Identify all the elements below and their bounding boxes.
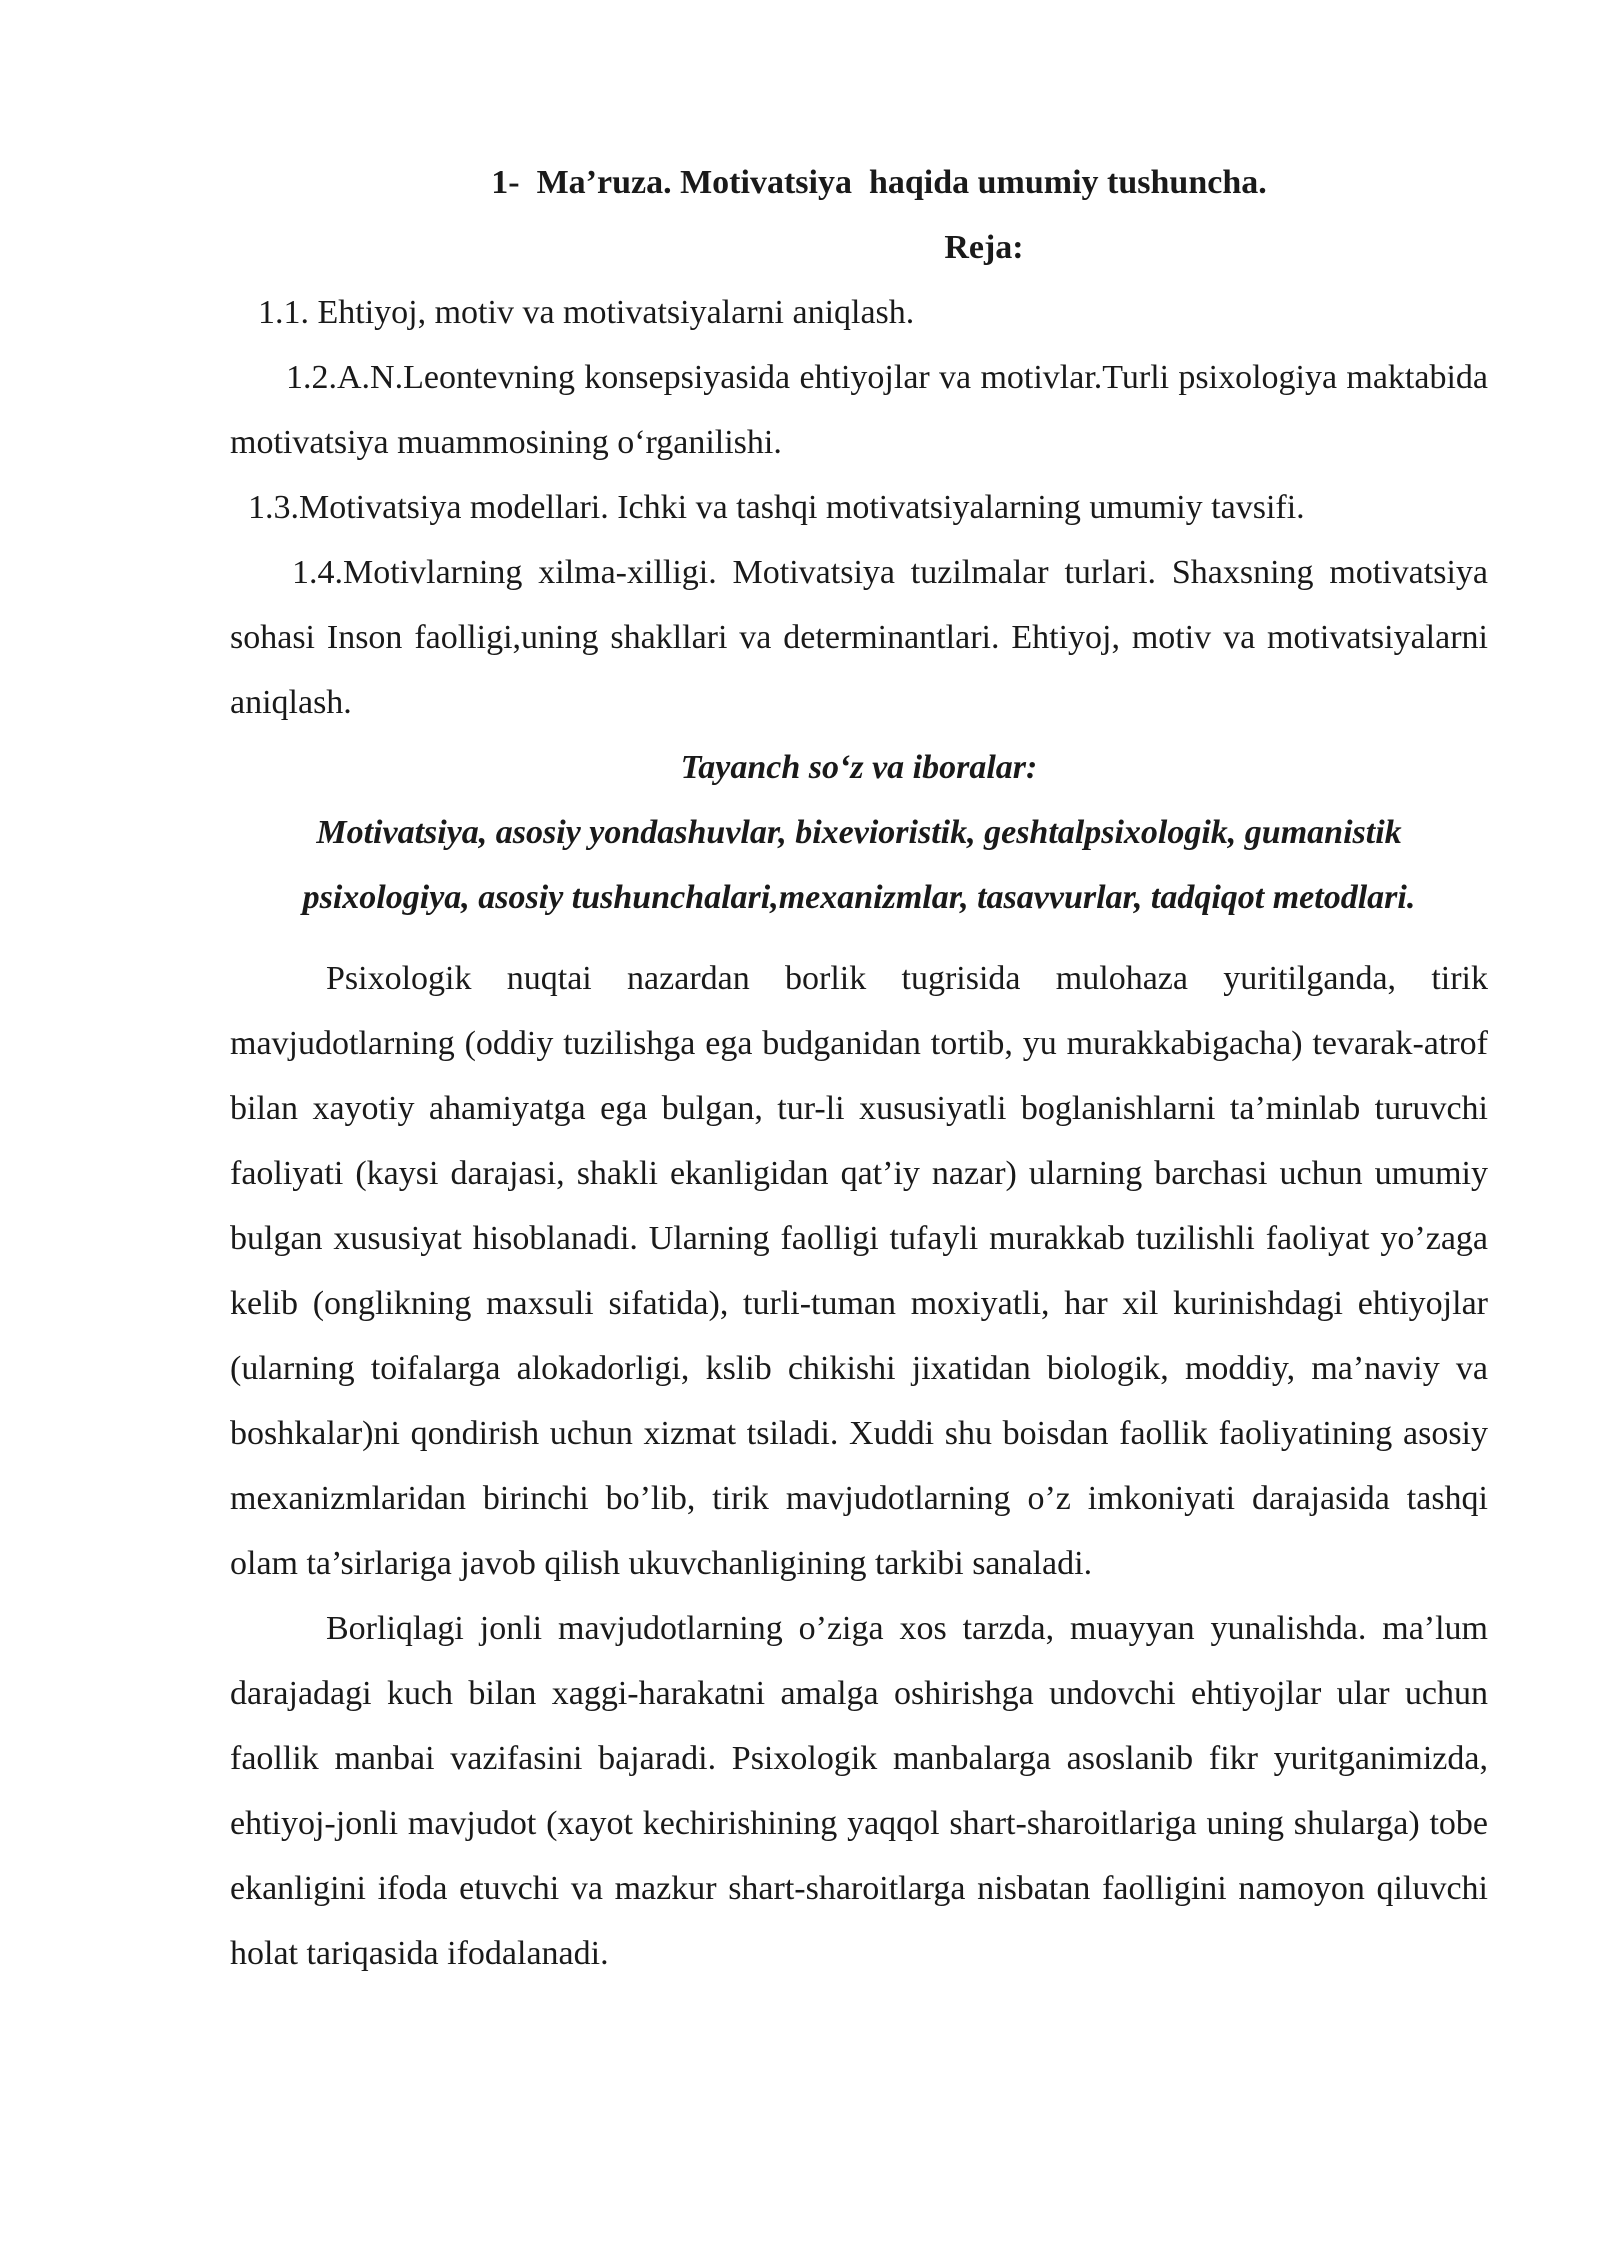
- body-paragraph-2: Borliqlagi jonli mavjudotlarning o’ziga xos tarzda, muayyan yunalishda. ma’lum darajadagi kuch bilan xaggi-harakatni amalga oshirishga undovchi ehtiyojlar ular uchun faollik manbai vazifasini bajaradi. Psixologik manbalarga asoslanib fikr yuritganimizda, ehtiyoj-jonli mavjudot (xayot kechirishining yaqqol shart-sharoitlariga uning shularga) tobe ekanligini ifoda etuvchi va mazkur shart-sharoitlarga nisbatan faolligini namoyon qiluvchi holat tariqasida ifodalanadi.: [230, 1610, 1488, 1972]
- plan-heading: Reja:: [944, 229, 1024, 266]
- keywords-heading: Tayanch so‘z va iboralar:: [680, 749, 1038, 786]
- lecture-title: 1- Ma’ruza. Motivatsiya haqida umumiy tushuncha.: [491, 164, 1267, 201]
- plan-item-3: 1.3.Motivatsiya modellari. Ichki va tashqi motivatsiyalarning umumiy tavsifi.: [248, 489, 1305, 526]
- body-paragraph-1: Psixologik nuqtai nazardan borlik tugrisida mulohaza yuritilganda, tirik mavjudotlarning (oddiy tuzilishga ega budganidan tortib, yu murakkabigacha) tevarak-atrof bilan xayotiy ahamiyatga ega bulgan, tur-li xususiyatli boglanishlarni ta’minlab turuvchi faoliyati (kaysi darajasi, shakli ekanligidan qat’iy nazar) ularning barchasi uchun umumiy bulgan xususiyat hisoblanadi. Ularning faolligi tufayli murakkab tuzilishli faoliyat yo’zaga kelib (onglikning maxsuli sifatida), turli-tuman moxiyatli, har xil kurinishdagi ehtiyojlar (ularning toifalarga alokadorligi, kslib chikishi jixatidan biologik, moddiy, ma’naviy va boshkalar)ni qondirish uchun xizmat tsiladi. Xuddi shu boisdan faollik faoliyatining asosiy mexanizmlaridan birinchi bo’lib, tirik mavjudotlarning o’z imkoniyati darajasida tashqi olam ta’sirlariga javob qilish ukuvchanligining tarkibi sanaladi.: [230, 960, 1488, 1582]
- plan-item-1: 1.1. Ehtiyoj, motiv va motivatsiyalarni aniqlash.: [258, 294, 915, 331]
- plan-item-2: 1.2.A.N.Leontevning konsepsiyasida ehtiyojlar va motivlar.Turli psixologiya maktabida motivatsiya muammosining o‘rganilishi.: [230, 359, 1488, 461]
- section-spacer: [230, 930, 1488, 946]
- plan-item-4: 1.4.Motivlarning xilma-xilligi. Motivatsiya tuzilmalar turlari. Shaxsning motivatsiya sohasi Inson faolligi,uning shakllari va determinantlari. Ehtiyoj, motiv va motivatsiyalarni aniqlash.: [230, 554, 1488, 721]
- keywords-text: Motivatsiya, asosiy yondashuvlar, bixevioristik, geshtalpsixologik, gumanistik psixologiya, asosiy tushunchalari,mexanizmlar, tasavvurlar, tadqiqot metodlari.: [302, 814, 1416, 916]
- document-page: [230, 150, 1488, 1986]
